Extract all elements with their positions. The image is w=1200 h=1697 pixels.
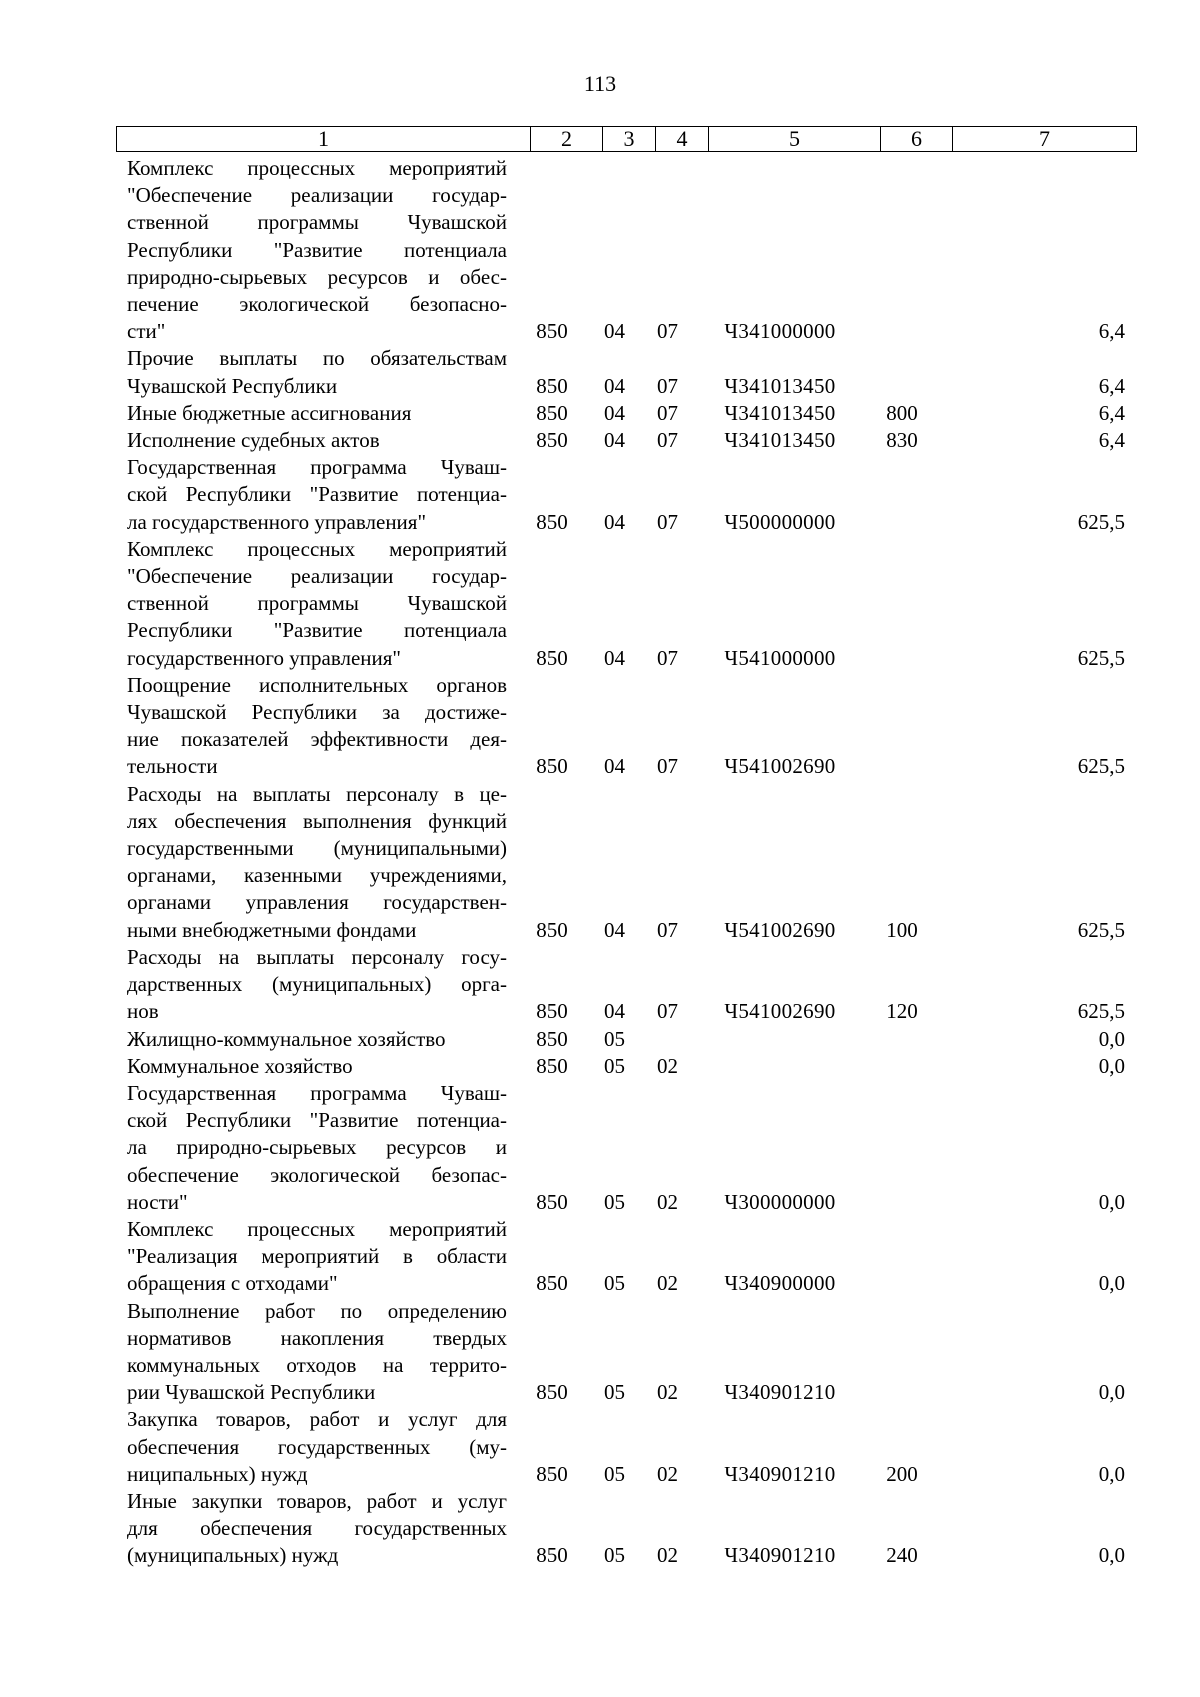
- row-description: [116, 454, 516, 536]
- section-code: 04: [604, 428, 625, 453]
- description-line: Комплекс процессных мероприятий: [127, 536, 507, 561]
- target-article-code: Ч300000000: [724, 1189, 836, 1214]
- amount: 0,0: [1098, 1461, 1125, 1486]
- subsection-code: 07: [657, 917, 678, 942]
- expense-type-code: 240: [886, 1543, 918, 1568]
- row-description: [116, 155, 516, 345]
- table-row: [116, 1026, 1136, 1053]
- section-code: 05: [604, 1380, 625, 1405]
- section-code: 04: [604, 319, 625, 344]
- row-description: [116, 1298, 516, 1407]
- section-code: 04: [604, 509, 625, 534]
- subsection-code: 07: [657, 999, 678, 1024]
- table-row: [116, 1298, 1136, 1407]
- description-line: обращения с отходами": [127, 1271, 338, 1296]
- description-line: сти": [127, 319, 166, 344]
- description-line: Расходы на выплаты персоналу госу-: [127, 944, 507, 969]
- row-description: [116, 345, 516, 399]
- section-code: 04: [604, 754, 625, 779]
- description-line: ской Республики "Развитие потенциа-: [127, 482, 507, 507]
- subsection-code: 02: [657, 1380, 678, 1405]
- column-header-7: 7: [953, 127, 1137, 152]
- row-description: [116, 427, 516, 454]
- expense-type-code: 100: [886, 917, 918, 942]
- target-article-code: Ч541002690: [724, 754, 836, 779]
- section-code: 05: [604, 1271, 625, 1296]
- section-code: 04: [604, 917, 625, 942]
- row-description: [116, 944, 516, 1026]
- subsection-code: 07: [657, 400, 678, 425]
- subsection-code: 07: [657, 319, 678, 344]
- target-article-code: Ч341013450: [724, 373, 836, 398]
- row-description: [116, 781, 516, 944]
- target-article-code: Ч340901210: [724, 1380, 836, 1405]
- description-line: Выполнение работ по определению: [127, 1298, 507, 1323]
- description-line: Прочие выплаты по обязательствам: [127, 346, 507, 371]
- ministry-code: 850: [536, 1053, 568, 1078]
- description-line: обеспечение экологической безопас-: [127, 1162, 507, 1187]
- target-article-code: Ч541000000: [724, 645, 836, 670]
- description-line: Чувашской Республики за достиже-: [127, 700, 507, 725]
- amount: 0,0: [1098, 1189, 1125, 1214]
- section-code: 04: [604, 400, 625, 425]
- subsection-code: 07: [657, 373, 678, 398]
- amount: 6,4: [1098, 400, 1125, 425]
- description-line: Республики "Развитие потенциала: [127, 237, 507, 262]
- description-line: Государственная программа Чуваш-: [127, 1080, 507, 1105]
- description-line: "Реализация мероприятий в области: [127, 1244, 507, 1269]
- description-line: для обеспечения государственных: [127, 1516, 507, 1541]
- description-line: ственной программы Чувашской: [127, 210, 507, 235]
- row-description: [116, 536, 516, 672]
- description-line: ла государственного управления": [127, 509, 427, 534]
- ministry-code: 850: [536, 999, 568, 1024]
- column-header-3: 3: [603, 127, 656, 152]
- row-description: [116, 1053, 516, 1080]
- subsection-code: 07: [657, 509, 678, 534]
- target-article-code: Ч341000000: [724, 319, 836, 344]
- ministry-code: 850: [536, 400, 568, 425]
- description-line: обеспечения государственных (му-: [127, 1434, 507, 1459]
- table-row: [116, 155, 1136, 345]
- subsection-code: 07: [657, 428, 678, 453]
- table-row: [116, 781, 1136, 944]
- description-line: Коммунальное хозяйство: [127, 1053, 353, 1078]
- subsection-code: 02: [657, 1461, 678, 1486]
- expense-type-code: 200: [886, 1461, 918, 1486]
- target-article-code: Ч500000000: [724, 509, 836, 534]
- amount: 625,5: [1077, 645, 1125, 670]
- expense-type-code: 800: [886, 400, 918, 425]
- ministry-code: 850: [536, 645, 568, 670]
- table-row: [116, 1053, 1136, 1080]
- table-row: [116, 427, 1136, 454]
- section-code: 04: [604, 999, 625, 1024]
- description-line: Жилищно-коммунальное хозяйство: [127, 1026, 446, 1051]
- column-header-1: 1: [117, 127, 531, 152]
- description-line: органами, казенными учреждениями,: [127, 863, 507, 888]
- description-line: тельности: [127, 754, 218, 779]
- table-row: [116, 454, 1136, 536]
- description-line: государственными (муниципальными): [127, 836, 507, 861]
- table-row: [116, 672, 1136, 781]
- description-line: Чувашской Республики: [127, 373, 338, 398]
- amount: 6,4: [1098, 428, 1125, 453]
- amount: 0,0: [1098, 1053, 1125, 1078]
- table-body: [116, 155, 1136, 1570]
- ministry-code: 850: [536, 1380, 568, 1405]
- ministry-code: 850: [536, 917, 568, 942]
- expense-type-code: 830: [886, 428, 918, 453]
- section-code: 05: [604, 1461, 625, 1486]
- target-article-code: Ч541002690: [724, 999, 836, 1024]
- table-row: [116, 1216, 1136, 1298]
- amount: 0,0: [1098, 1026, 1125, 1051]
- description-line: Поощрение исполнительных органов: [127, 672, 507, 697]
- row-description: [116, 1026, 516, 1053]
- target-article-code: Ч341013450: [724, 400, 836, 425]
- description-line: печение экологической безопасно-: [127, 292, 507, 317]
- description-line: государственного управления": [127, 645, 401, 670]
- description-line: Комплекс процессных мероприятий: [127, 156, 507, 180]
- description-line: Республики "Развитие потенциала: [127, 618, 507, 643]
- amount: 625,5: [1077, 999, 1125, 1024]
- ministry-code: 850: [536, 1189, 568, 1214]
- subsection-code: 02: [657, 1053, 678, 1078]
- section-code: 05: [604, 1189, 625, 1214]
- column-header-2: 2: [531, 127, 603, 152]
- amount: 625,5: [1077, 754, 1125, 779]
- section-code: 05: [604, 1543, 625, 1568]
- row-description: [116, 1488, 516, 1570]
- ministry-code: 850: [536, 428, 568, 453]
- section-code: 04: [604, 645, 625, 670]
- description-line: лях обеспечения выполнения функций: [127, 808, 507, 833]
- description-line: ниципальных) нужд: [127, 1461, 308, 1486]
- table-row: [116, 536, 1136, 672]
- column-header-4: 4: [656, 127, 709, 152]
- section-code: 04: [604, 373, 625, 398]
- amount: 0,0: [1098, 1380, 1125, 1405]
- description-line: ние показателей эффективности дея-: [127, 727, 507, 752]
- table-row: [116, 400, 1136, 427]
- amount: 625,5: [1077, 509, 1125, 534]
- column-header-6: 6: [881, 127, 953, 152]
- ministry-code: 850: [536, 373, 568, 398]
- row-description: [116, 1080, 516, 1216]
- ministry-code: 850: [536, 509, 568, 534]
- table-row: [116, 345, 1136, 399]
- page-number: 113: [583, 71, 617, 96]
- description-line: Исполнение судебных актов: [127, 428, 380, 453]
- description-line: Иные бюджетные ассигнования: [127, 400, 412, 425]
- row-description: [116, 400, 516, 427]
- amount: 6,4: [1098, 373, 1125, 398]
- description-line: нов: [127, 999, 159, 1024]
- table-header-row: [117, 127, 1137, 152]
- ministry-code: 850: [536, 319, 568, 344]
- section-code: 05: [604, 1026, 625, 1051]
- ministry-code: 850: [536, 1271, 568, 1296]
- expense-type-code: 120: [886, 999, 918, 1024]
- description-line: дарственных (муниципальных) орга-: [127, 972, 507, 997]
- target-article-code: Ч340900000: [724, 1271, 836, 1296]
- target-article-code: Ч541002690: [724, 917, 836, 942]
- ministry-code: 850: [536, 754, 568, 779]
- amount: 0,0: [1098, 1271, 1125, 1296]
- description-line: ской Республики "Развитие потенциа-: [127, 1108, 507, 1133]
- subsection-code: 02: [657, 1543, 678, 1568]
- table-row: [116, 1488, 1136, 1570]
- table-row: [116, 1080, 1136, 1216]
- description-line: "Обеспечение реализации государ-: [127, 183, 507, 208]
- table-row: [116, 944, 1136, 1026]
- row-description: [116, 1216, 516, 1298]
- table-row: [116, 1406, 1136, 1488]
- target-article-code: Ч340901210: [724, 1543, 836, 1568]
- subsection-code: 07: [657, 645, 678, 670]
- description-line: рии Чувашской Республики: [127, 1380, 376, 1405]
- description-line: Государственная программа Чуваш-: [127, 455, 507, 480]
- description-line: ла природно-сырьевых ресурсов и: [127, 1135, 507, 1160]
- target-article-code: Ч340901210: [724, 1461, 836, 1486]
- amount: 625,5: [1077, 917, 1125, 942]
- description-line: Закупка товаров, работ и услуг для: [127, 1407, 507, 1432]
- column-header-5: 5: [709, 127, 881, 152]
- row-description: [116, 672, 516, 781]
- ministry-code: 850: [536, 1461, 568, 1486]
- description-line: органами управления государствен-: [127, 890, 507, 915]
- section-code: 05: [604, 1053, 625, 1078]
- description-line: Расходы на выплаты персоналу в це-: [127, 781, 507, 806]
- description-line: Иные закупки товаров, работ и услуг: [127, 1488, 507, 1513]
- description-line: Комплекс процессных мероприятий: [127, 1216, 507, 1241]
- subsection-code: 02: [657, 1271, 678, 1296]
- description-line: нормативов накопления твердых: [127, 1325, 507, 1350]
- subsection-code: 02: [657, 1189, 678, 1214]
- description-line: коммунальных отходов на террито-: [127, 1352, 507, 1377]
- description-line: "Обеспечение реализации государ-: [127, 564, 507, 589]
- description-line: (муниципальных) нужд: [127, 1543, 339, 1568]
- subsection-code: 07: [657, 754, 678, 779]
- description-line: ственной программы Чувашской: [127, 591, 507, 616]
- ministry-code: 850: [536, 1543, 568, 1568]
- ministry-code: 850: [536, 1026, 568, 1051]
- amount: 0,0: [1098, 1543, 1125, 1568]
- target-article-code: Ч341013450: [724, 428, 836, 453]
- row-description: [116, 1406, 516, 1488]
- description-line: природно-сырьевых ресурсов и обес-: [127, 264, 507, 289]
- description-line: ности": [127, 1189, 188, 1214]
- table-header: [116, 126, 1137, 152]
- description-line: ными внебюджетными фондами: [127, 917, 417, 942]
- amount: 6,4: [1098, 319, 1125, 344]
